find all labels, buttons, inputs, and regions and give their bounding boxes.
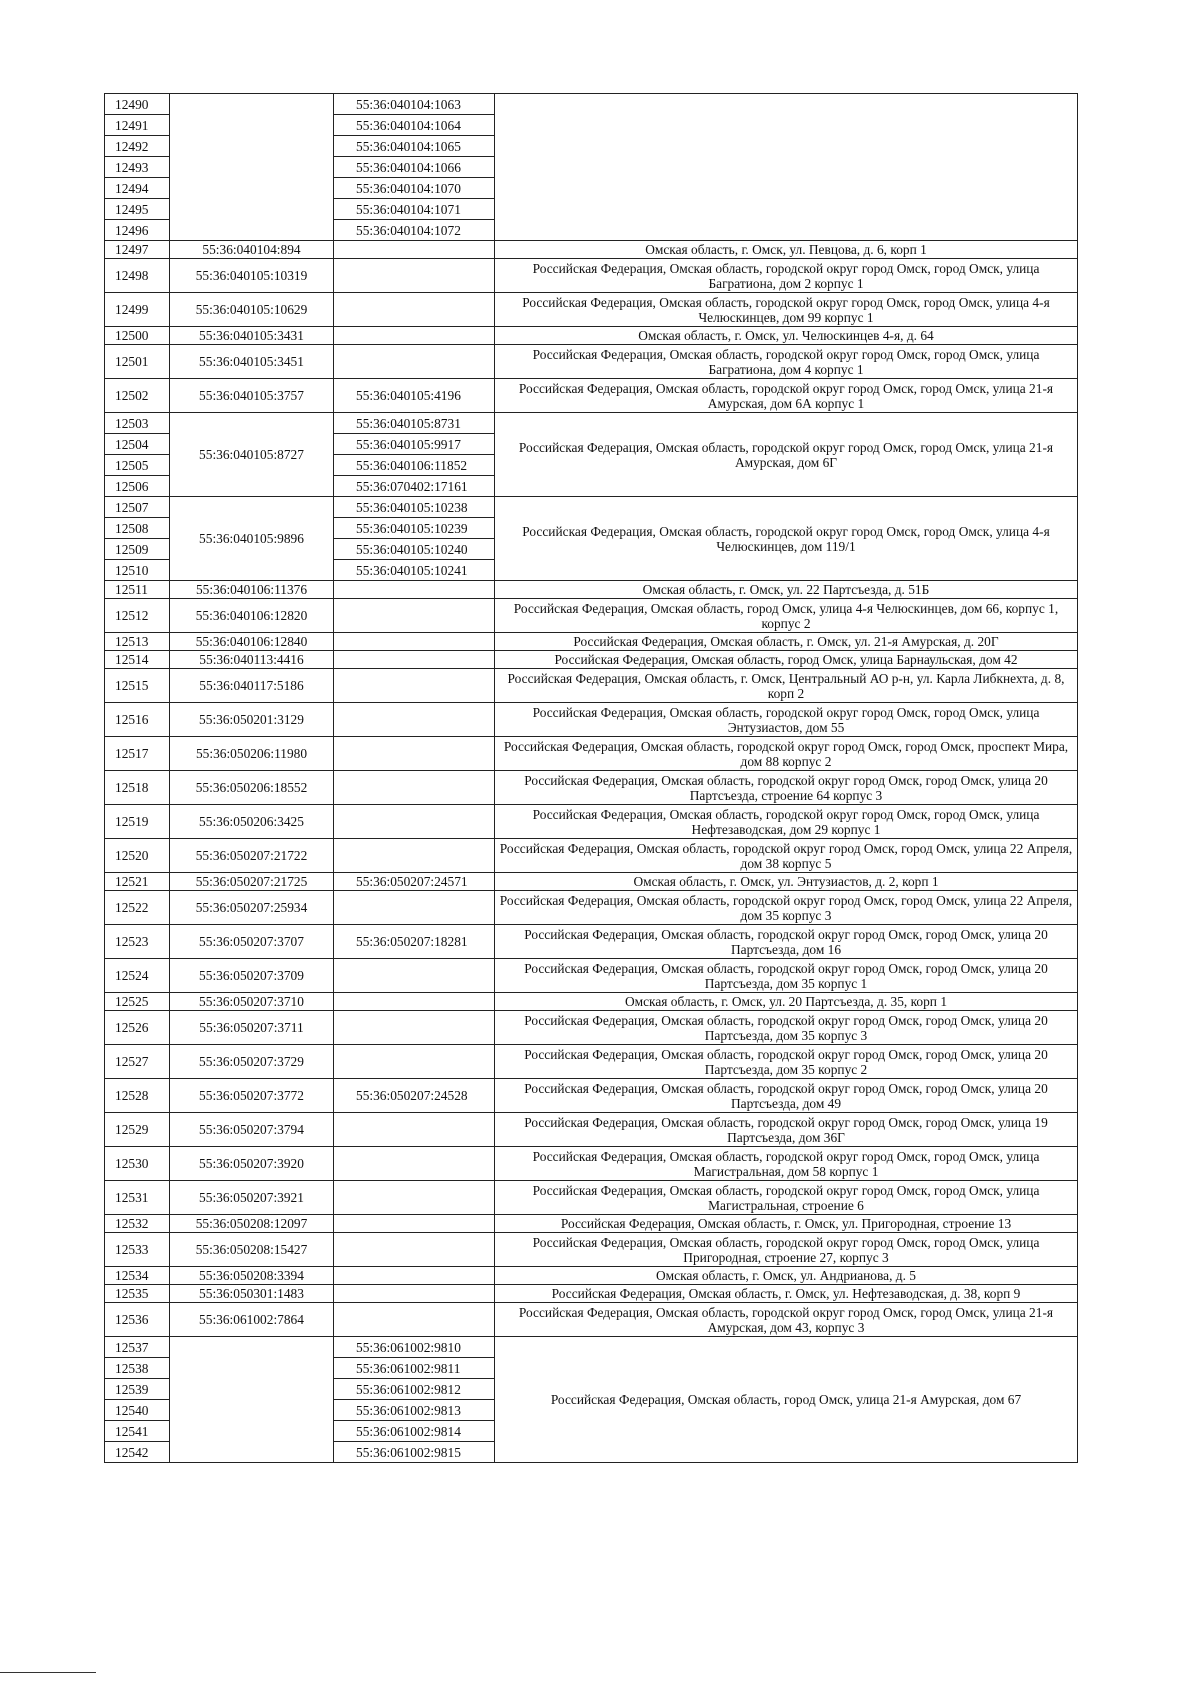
related-cadastral-number-cell (334, 241, 495, 259)
row-number-cell: 12496 (105, 220, 170, 241)
address-cell: Российская Федерация, Омская область, город Омск, улица 4-я Челюскинцев, дом 66, корпус 1, корпус 2 (495, 599, 1078, 633)
related-cadastral-number-cell (334, 703, 495, 737)
table-row (105, 771, 1078, 805)
related-cadastral-number-cell (334, 1011, 495, 1045)
related-cadastral-number-cell: 55:36:040104:1070 (334, 178, 495, 199)
cadastral-number-cell: 55:36:040106:12840 (170, 633, 334, 651)
related-cadastral-number-cell: 55:36:040104:1072 (334, 220, 495, 241)
row-number-cell: 12526 (105, 1011, 170, 1045)
table-row (105, 1113, 1078, 1147)
related-cadastral-number-cell: 55:36:040104:1065 (334, 136, 495, 157)
row-number-cell: 12530 (105, 1147, 170, 1181)
address-cell: Омская область, г. Омск, ул. 22 Партсъезда, д. 51Б (495, 581, 1078, 599)
related-cadastral-number-cell (334, 891, 495, 925)
address-cell: Российская Федерация, Омская область, городской округ город Омск, город Омск, улица Багратиона, дом 4 корпус 1 (495, 345, 1078, 379)
cadastral-number-cell: 55:36:050208:12097 (170, 1215, 334, 1233)
row-number-cell: 12508 (105, 518, 170, 539)
related-cadastral-number-cell (334, 581, 495, 599)
related-cadastral-number-cell (334, 633, 495, 651)
table-row (105, 1267, 1078, 1285)
row-number-cell: 12491 (105, 115, 170, 136)
related-cadastral-number-cell (334, 1285, 495, 1303)
related-cadastral-number-cell (334, 805, 495, 839)
cadastral-number-cell: 55:36:040105:10319 (170, 259, 334, 293)
related-cadastral-number-cell (334, 259, 495, 293)
table-row (105, 327, 1078, 345)
row-number-cell: 12520 (105, 839, 170, 873)
table-row (105, 94, 1078, 115)
cadastral-number-cell: 55:36:050206:18552 (170, 771, 334, 805)
address-cell: Российская Федерация, Омская область, г. Омск, ул. 21-я Амурская, д. 20Г (495, 633, 1078, 651)
cadastral-number-cell: 55:36:050207:3794 (170, 1113, 334, 1147)
table-row (105, 1285, 1078, 1303)
row-number-cell: 12499 (105, 293, 170, 327)
address-cell: Омская область, г. Омск, ул. Андрианова, д. 5 (495, 1267, 1078, 1285)
table-row (105, 1011, 1078, 1045)
cadastral-number-cell: 55:36:050207:3710 (170, 993, 334, 1011)
table-row (105, 959, 1078, 993)
table-row (105, 345, 1078, 379)
row-number-cell: 12527 (105, 1045, 170, 1079)
row-number-cell: 12517 (105, 737, 170, 771)
row-number-cell: 12538 (105, 1358, 170, 1379)
address-cell: Российская Федерация, Омская область, городской округ город Омск, город Омск, улица 21-я Амурская, дом 6А корпус 1 (495, 379, 1078, 413)
cadastral-number-cell: 55:36:050207:21725 (170, 873, 334, 891)
address-cell: Российская Федерация, Омская область, городской округ город Омск, город Омск, улица 22 Апреля, дом 35 корпус 3 (495, 891, 1078, 925)
related-cadastral-number-cell (334, 771, 495, 805)
cadastral-number-cell: 55:36:040105:10629 (170, 293, 334, 327)
table-row (105, 259, 1078, 293)
cadastral-number-cell: 55:36:050207:3920 (170, 1147, 334, 1181)
address-cell: Российская Федерация, Омская область, городской округ город Омск, город Омск, улица 20 Партсъезда, дом 49 (495, 1079, 1078, 1113)
address-cell: Российская Федерация, Омская область, городской округ город Омск, город Омск, улица 20 Партсъезда, строение 64 корпус 3 (495, 771, 1078, 805)
related-cadastral-number-cell: 55:36:040105:10239 (334, 518, 495, 539)
table-row (105, 651, 1078, 669)
address-cell: Российская Федерация, Омская область, городской округ город Омск, город Омск, улица Багратиона, дом 2 корпус 1 (495, 259, 1078, 293)
address-cell: Российская Федерация, Омская область, городской округ город Омск, город Омск, проспект Мира, дом 88 корпус 2 (495, 737, 1078, 771)
related-cadastral-number-cell: 55:36:040105:8731 (334, 413, 495, 434)
row-number-cell: 12515 (105, 669, 170, 703)
cadastral-number-cell: 55:36:050207:3921 (170, 1181, 334, 1215)
related-cadastral-number-cell: 55:36:040105:4196 (334, 379, 495, 413)
row-number-cell: 12535 (105, 1285, 170, 1303)
related-cadastral-number-cell: 55:36:040106:11852 (334, 455, 495, 476)
row-number-cell: 12493 (105, 157, 170, 178)
table-row (105, 1045, 1078, 1079)
related-cadastral-number-cell (334, 345, 495, 379)
address-cell: Российская Федерация, Омская область, городской округ город Омск, город Омск, улица 22 Апреля, дом 38 корпус 5 (495, 839, 1078, 873)
address-cell: Российская Федерация, Омская область, городской округ город Омск, город Омск, улица 19 Партсъезда, дом 36Г (495, 1113, 1078, 1147)
row-number-cell: 12541 (105, 1421, 170, 1442)
row-number-cell: 12528 (105, 1079, 170, 1113)
related-cadastral-number-cell (334, 1267, 495, 1285)
cadastral-number-cell: 55:36:040106:11376 (170, 581, 334, 599)
cadastral-number-cell: 55:36:050208:3394 (170, 1267, 334, 1285)
related-cadastral-number-cell: 55:36:040105:10241 (334, 560, 495, 581)
related-cadastral-number-cell: 55:36:050207:18281 (334, 925, 495, 959)
cadastral-number-cell (170, 1337, 334, 1463)
table-row (105, 805, 1078, 839)
row-number-cell: 12498 (105, 259, 170, 293)
cadastral-number-cell: 55:36:040105:3757 (170, 379, 334, 413)
related-cadastral-number-cell (334, 651, 495, 669)
table-row (105, 1233, 1078, 1267)
related-cadastral-number-cell: 55:36:040104:1071 (334, 199, 495, 220)
related-cadastral-number-cell (334, 1215, 495, 1233)
address-cell (495, 94, 1078, 241)
address-cell: Российская Федерация, Омская область, городской округ город Омск, город Омск, улица Пригородная, строение 27, корпус 3 (495, 1233, 1078, 1267)
row-number-cell: 12500 (105, 327, 170, 345)
table-row (105, 1337, 1078, 1358)
related-cadastral-number-cell: 55:36:061002:9814 (334, 1421, 495, 1442)
row-number-cell: 12514 (105, 651, 170, 669)
table-row (105, 497, 1078, 518)
row-number-cell: 12513 (105, 633, 170, 651)
row-number-cell: 12503 (105, 413, 170, 434)
row-number-cell: 12533 (105, 1233, 170, 1267)
table-row (105, 1079, 1078, 1113)
cadastral-table-body (105, 94, 1078, 1463)
related-cadastral-number-cell (334, 1113, 495, 1147)
table-row (105, 633, 1078, 651)
related-cadastral-number-cell (334, 737, 495, 771)
related-cadastral-number-cell (334, 1147, 495, 1181)
row-number-cell: 12507 (105, 497, 170, 518)
table-row (105, 993, 1078, 1011)
row-number-cell: 12522 (105, 891, 170, 925)
row-number-cell: 12529 (105, 1113, 170, 1147)
table-row (105, 839, 1078, 873)
table-row (105, 581, 1078, 599)
cadastral-number-cell: 55:36:050207:3711 (170, 1011, 334, 1045)
address-cell: Российская Федерация, Омская область, городской округ город Омск, город Омск, улица Энтузиастов, дом 55 (495, 703, 1078, 737)
row-number-cell: 12492 (105, 136, 170, 157)
row-number-cell: 12512 (105, 599, 170, 633)
cadastral-number-cell: 55:36:050301:1483 (170, 1285, 334, 1303)
cadastral-number-cell: 55:36:040105:3431 (170, 327, 334, 345)
cadastral-number-cell: 55:36:050207:25934 (170, 891, 334, 925)
row-number-cell: 12502 (105, 379, 170, 413)
address-cell: Омская область, г. Омск, ул. 20 Партсъезда, д. 35, корп 1 (495, 993, 1078, 1011)
related-cadastral-number-cell (334, 1181, 495, 1215)
related-cadastral-number-cell (334, 669, 495, 703)
related-cadastral-number-cell: 55:36:050207:24528 (334, 1079, 495, 1113)
cadastral-number-cell: 55:36:050207:3709 (170, 959, 334, 993)
address-cell: Российская Федерация, Омская область, городской округ город Омск, город Омск, улица 20 Партсъезда, дом 16 (495, 925, 1078, 959)
address-cell: Российская Федерация, Омская область, городской округ город Омск, город Омск, улица Магистральная, дом 58 корпус 1 (495, 1147, 1078, 1181)
table-row (105, 669, 1078, 703)
row-number-cell: 12536 (105, 1303, 170, 1337)
table-row (105, 737, 1078, 771)
related-cadastral-number-cell (334, 1303, 495, 1337)
row-number-cell: 12518 (105, 771, 170, 805)
table-row (105, 925, 1078, 959)
cadastral-number-cell: 55:36:050206:3425 (170, 805, 334, 839)
row-number-cell: 12505 (105, 455, 170, 476)
row-number-cell: 12504 (105, 434, 170, 455)
address-cell: Российская Федерация, Омская область, городской округ город Омск, город Омск, улица 20 Партсъезда, дом 35 корпус 2 (495, 1045, 1078, 1079)
related-cadastral-number-cell: 55:36:040105:10240 (334, 539, 495, 560)
table-row (105, 241, 1078, 259)
related-cadastral-number-cell: 55:36:040105:10238 (334, 497, 495, 518)
row-number-cell: 12495 (105, 199, 170, 220)
row-number-cell: 12511 (105, 581, 170, 599)
row-number-cell: 12525 (105, 993, 170, 1011)
cadastral-number-cell: 55:36:050206:11980 (170, 737, 334, 771)
row-number-cell: 12501 (105, 345, 170, 379)
address-cell: Омская область, г. Омск, ул. Энтузиастов, д. 2, корп 1 (495, 873, 1078, 891)
cadastral-number-cell: 55:36:061002:7864 (170, 1303, 334, 1337)
address-cell: Российская Федерация, Омская область, город Омск, улица Барнаульская, дом 42 (495, 651, 1078, 669)
related-cadastral-number-cell: 55:36:040104:1064 (334, 115, 495, 136)
footer-rule (0, 1672, 96, 1673)
cadastral-number-cell: 55:36:050207:3729 (170, 1045, 334, 1079)
table-row (105, 1215, 1078, 1233)
row-number-cell: 12532 (105, 1215, 170, 1233)
related-cadastral-number-cell: 55:36:040104:1063 (334, 94, 495, 115)
related-cadastral-number-cell (334, 327, 495, 345)
cadastral-number-cell: 55:36:050201:3129 (170, 703, 334, 737)
cadastral-number-cell: 55:36:040106:12820 (170, 599, 334, 633)
related-cadastral-number-cell: 55:36:040104:1066 (334, 157, 495, 178)
cadastral-number-cell: 55:36:050208:15427 (170, 1233, 334, 1267)
related-cadastral-number-cell: 55:36:040105:9917 (334, 434, 495, 455)
cadastral-number-cell: 55:36:040105:9896 (170, 497, 334, 581)
row-number-cell: 12497 (105, 241, 170, 259)
row-number-cell: 12490 (105, 94, 170, 115)
table-row (105, 293, 1078, 327)
address-cell: Российская Федерация, Омская область, городской округ город Омск, город Омск, улица Нефтезаводская, дом 29 корпус 1 (495, 805, 1078, 839)
cadastral-number-cell: 55:36:050207:21722 (170, 839, 334, 873)
row-number-cell: 12523 (105, 925, 170, 959)
related-cadastral-number-cell (334, 959, 495, 993)
address-cell: Российская Федерация, Омская область, городской округ город Омск, город Омск, улица 4-я Челюскинцев, дом 99 корпус 1 (495, 293, 1078, 327)
related-cadastral-number-cell: 55:36:061002:9813 (334, 1400, 495, 1421)
cadastral-number-cell (170, 94, 334, 241)
address-cell: Российская Федерация, Омская область, городской округ город Омск, город Омск, улица 21-я Амурская, дом 43, корпус 3 (495, 1303, 1078, 1337)
address-cell: Омская область, г. Омск, ул. Певцова, д. 6, корп 1 (495, 241, 1078, 259)
cadastral-number-cell: 55:36:040105:3451 (170, 345, 334, 379)
table-row (105, 1181, 1078, 1215)
related-cadastral-number-cell: 55:36:061002:9815 (334, 1442, 495, 1463)
related-cadastral-number-cell (334, 1045, 495, 1079)
table-row (105, 599, 1078, 633)
related-cadastral-number-cell (334, 993, 495, 1011)
address-cell: Российская Федерация, Омская область, г. Омск, ул. Пригородная, строение 13 (495, 1215, 1078, 1233)
address-cell: Российская Федерация, Омская область, город Омск, улица 21-я Амурская, дом 67 (495, 1337, 1078, 1463)
cadastral-number-cell: 55:36:050207:3707 (170, 925, 334, 959)
table-row (105, 703, 1078, 737)
row-number-cell: 12534 (105, 1267, 170, 1285)
row-number-cell: 12531 (105, 1181, 170, 1215)
cadastral-number-cell: 55:36:040105:8727 (170, 413, 334, 497)
address-cell: Российская Федерация, Омская область, городской округ город Омск, город Омск, улица 4-я Челюскинцев, дом 119/1 (495, 497, 1078, 581)
row-number-cell: 12521 (105, 873, 170, 891)
row-number-cell: 12537 (105, 1337, 170, 1358)
address-cell: Российская Федерация, Омская область, г. Омск, Центральный АО р-н, ул. Карла Либкнехта, д. 8, корп 2 (495, 669, 1078, 703)
related-cadastral-number-cell (334, 293, 495, 327)
row-number-cell: 12509 (105, 539, 170, 560)
row-number-cell: 12494 (105, 178, 170, 199)
table-row (105, 1147, 1078, 1181)
table-row (105, 413, 1078, 434)
row-number-cell: 12519 (105, 805, 170, 839)
related-cadastral-number-cell: 55:36:050207:24571 (334, 873, 495, 891)
related-cadastral-number-cell: 55:36:070402:17161 (334, 476, 495, 497)
table-row (105, 873, 1078, 891)
related-cadastral-number-cell: 55:36:061002:9812 (334, 1379, 495, 1400)
related-cadastral-number-cell: 55:36:061002:9811 (334, 1358, 495, 1379)
row-number-cell: 12524 (105, 959, 170, 993)
address-cell: Российская Федерация, Омская область, городской округ город Омск, город Омск, улица 20 Партсъезда, дом 35 корпус 3 (495, 1011, 1078, 1045)
row-number-cell: 12506 (105, 476, 170, 497)
row-number-cell: 12516 (105, 703, 170, 737)
address-cell: Российская Федерация, Омская область, городской округ город Омск, город Омск, улица Магистральная, строение 6 (495, 1181, 1078, 1215)
related-cadastral-number-cell (334, 599, 495, 633)
related-cadastral-number-cell (334, 1233, 495, 1267)
table-row (105, 891, 1078, 925)
row-number-cell: 12510 (105, 560, 170, 581)
related-cadastral-number-cell (334, 839, 495, 873)
cadastral-table (104, 93, 1078, 1463)
row-number-cell: 12539 (105, 1379, 170, 1400)
address-cell: Омская область, г. Омск, ул. Челюскинцев 4-я, д. 64 (495, 327, 1078, 345)
address-cell: Российская Федерация, Омская область, городской округ город Омск, город Омск, улица 20 Партсъезда, дом 35 корпус 1 (495, 959, 1078, 993)
row-number-cell: 12540 (105, 1400, 170, 1421)
row-number-cell: 12542 (105, 1442, 170, 1463)
cadastral-number-cell: 55:36:040117:5186 (170, 669, 334, 703)
related-cadastral-number-cell: 55:36:061002:9810 (334, 1337, 495, 1358)
address-cell: Российская Федерация, Омская область, городской округ город Омск, город Омск, улица 21-я Амурская, дом 6Г (495, 413, 1078, 497)
cadastral-number-cell: 55:36:050207:3772 (170, 1079, 334, 1113)
cadastral-number-cell: 55:36:040104:894 (170, 241, 334, 259)
table-row (105, 379, 1078, 413)
address-cell: Российская Федерация, Омская область, г. Омск, ул. Нефтезаводская, д. 38, корп 9 (495, 1285, 1078, 1303)
table-row (105, 1303, 1078, 1337)
cadastral-number-cell: 55:36:040113:4416 (170, 651, 334, 669)
